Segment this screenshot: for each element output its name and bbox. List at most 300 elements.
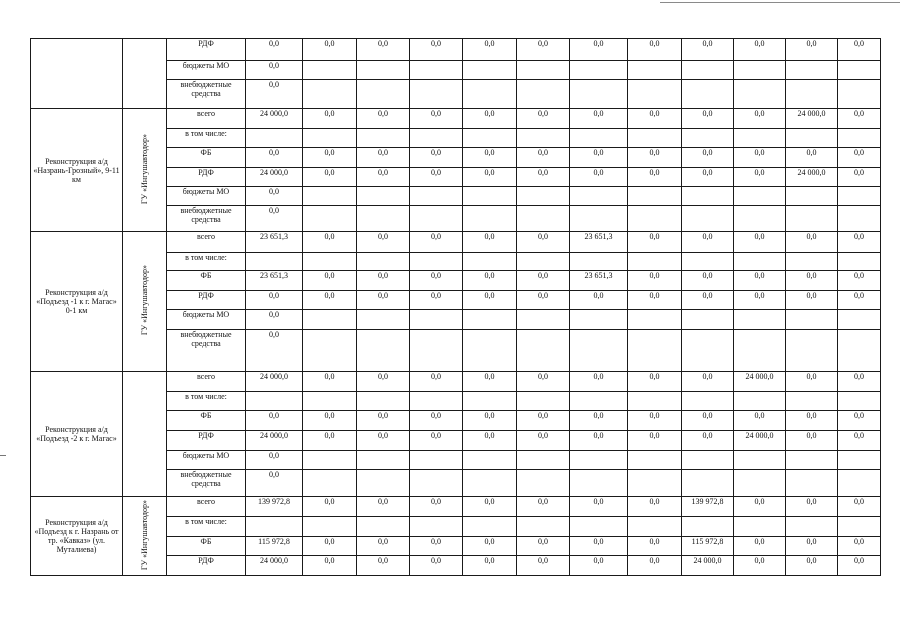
value-cell: 0,0 [734,537,786,556]
value-cell [357,206,410,232]
value-cell [246,517,303,537]
value-cell: 0,0 [246,187,303,206]
value-cell [786,517,838,537]
value-cell [463,392,517,411]
value-cell: 0,0 [570,411,628,431]
value-cell: 0,0 [357,271,410,291]
value-cell [463,206,517,232]
value-cell [410,330,463,372]
value-cell: 0,0 [838,372,881,392]
value-cell [734,80,786,109]
value-cell: 0,0 [463,497,517,517]
value-cell [357,310,410,330]
value-cell: 0,0 [357,148,410,168]
value-cell: 0,0 [463,537,517,556]
value-cell: 0,0 [410,168,463,187]
funding-source-cell: в том числе: [167,517,246,537]
value-cell: 0,0 [410,232,463,253]
value-cell [570,470,628,497]
value-cell: 0,0 [628,411,682,431]
value-cell [463,470,517,497]
value-cell: 0,0 [628,291,682,310]
value-cell: 0,0 [410,271,463,291]
value-cell [357,392,410,411]
funding-source-cell: всего [167,372,246,392]
value-cell [463,330,517,372]
value-cell: 0,0 [786,411,838,431]
value-cell: 0,0 [410,291,463,310]
value-cell [786,187,838,206]
funding-source-cell: РДФ [167,291,246,310]
value-cell: 115 972,8 [246,537,303,556]
value-cell [570,187,628,206]
value-cell [517,392,570,411]
value-cell: 0,0 [463,411,517,431]
value-cell: 0,0 [410,148,463,168]
object-name-cell [31,39,123,109]
value-cell [410,80,463,109]
value-cell [517,61,570,80]
value-cell: 0,0 [463,109,517,129]
value-cell [682,129,734,148]
value-cell: 0,0 [246,148,303,168]
value-cell: 0,0 [682,39,734,61]
value-cell [410,206,463,232]
value-cell [517,253,570,271]
value-cell [734,187,786,206]
funding-source-cell: внебюджетные средства [167,206,246,232]
value-cell [682,253,734,271]
value-cell [838,61,881,80]
value-cell: 0,0 [517,537,570,556]
value-cell: 0,0 [303,411,357,431]
budget-table [30,38,881,576]
value-cell: 0,0 [463,271,517,291]
value-cell: 0,0 [682,372,734,392]
value-cell [838,187,881,206]
value-cell [303,392,357,411]
value-cell [838,392,881,411]
value-cell: 0,0 [628,148,682,168]
value-cell [734,206,786,232]
value-cell: 0,0 [303,431,357,451]
executor-cell [123,109,167,232]
value-cell: 0,0 [838,411,881,431]
funding-source-cell: РДФ [167,556,246,576]
value-cell: 0,0 [410,537,463,556]
value-cell: 0,0 [463,372,517,392]
table-row [31,39,881,61]
value-cell: 0,0 [303,39,357,61]
executor-cell [123,372,167,497]
funding-source-cell: внебюджетные средства [167,330,246,372]
value-cell [570,330,628,372]
value-cell [682,392,734,411]
value-cell: 0,0 [734,411,786,431]
value-cell: 0,0 [682,291,734,310]
funding-source-cell: ФБ [167,148,246,168]
value-cell: 0,0 [246,330,303,372]
value-cell: 0,0 [357,109,410,129]
object-name-cell: Реконструкция а/д «Подъезд -2 к г. Магас» [31,372,123,497]
value-cell [410,187,463,206]
value-cell: 0,0 [628,372,682,392]
value-cell [303,80,357,109]
value-cell: 0,0 [246,470,303,497]
value-cell [517,129,570,148]
value-cell: 0,0 [303,232,357,253]
object-name-cell: Реконструкция а/д «Подъезд -1 к г. Магас» 0-1 км [31,232,123,372]
funding-source-cell: в том числе: [167,392,246,411]
value-cell [734,392,786,411]
value-cell: 0,0 [517,148,570,168]
value-cell [734,330,786,372]
value-cell [570,392,628,411]
value-cell: 0,0 [734,497,786,517]
value-cell: 0,0 [786,372,838,392]
value-cell [628,470,682,497]
value-cell [682,517,734,537]
executor-label: ГУ «Ингушавтодор» [140,265,149,336]
value-cell [357,129,410,148]
value-cell: 0,0 [303,109,357,129]
top-right-rule [660,2,900,3]
value-cell: 23 651,3 [246,232,303,253]
value-cell [303,517,357,537]
value-cell: 0,0 [838,291,881,310]
funding-source-cell: всего [167,232,246,253]
value-cell: 24 000,0 [246,556,303,576]
value-cell: 0,0 [410,556,463,576]
value-cell: 0,0 [786,537,838,556]
value-cell [682,187,734,206]
value-cell [682,206,734,232]
value-cell [357,330,410,372]
value-cell [838,517,881,537]
value-cell: 0,0 [357,497,410,517]
value-cell [303,187,357,206]
value-cell [303,470,357,497]
value-cell [628,187,682,206]
value-cell: 0,0 [410,109,463,129]
value-cell: 0,0 [628,109,682,129]
value-cell: 0,0 [303,291,357,310]
funding-source-cell: РДФ [167,431,246,451]
value-cell: 0,0 [570,291,628,310]
value-cell: 23 651,3 [570,232,628,253]
value-cell: 0,0 [786,431,838,451]
value-cell: 0,0 [463,148,517,168]
value-cell: 24 000,0 [246,372,303,392]
value-cell [570,80,628,109]
executor-cell [123,232,167,372]
value-cell: 0,0 [570,109,628,129]
value-cell: 0,0 [517,168,570,187]
value-cell [734,129,786,148]
value-cell: 0,0 [357,372,410,392]
value-cell: 0,0 [517,39,570,61]
value-cell: 0,0 [838,537,881,556]
value-cell: 0,0 [246,451,303,470]
value-cell [786,451,838,470]
funding-source-cell: ФБ [167,271,246,291]
value-cell [734,470,786,497]
value-cell [786,392,838,411]
value-cell: 0,0 [734,556,786,576]
value-cell: 24 000,0 [734,431,786,451]
value-cell [303,310,357,330]
value-cell: 0,0 [734,232,786,253]
funding-source-cell: бюджеты МО [167,61,246,80]
value-cell [570,451,628,470]
value-cell [682,451,734,470]
value-cell [463,451,517,470]
value-cell [786,80,838,109]
value-cell [517,330,570,372]
value-cell [517,517,570,537]
value-cell [517,206,570,232]
value-cell [734,253,786,271]
funding-source-cell: в том числе: [167,129,246,148]
value-cell: 0,0 [357,168,410,187]
value-cell [786,206,838,232]
value-cell [786,253,838,271]
value-cell: 0,0 [570,556,628,576]
value-cell [357,61,410,80]
table-row [31,372,881,392]
value-cell [682,80,734,109]
value-cell [570,129,628,148]
value-cell [786,61,838,80]
value-cell: 0,0 [786,497,838,517]
value-cell [628,206,682,232]
value-cell: 0,0 [734,168,786,187]
value-cell: 0,0 [570,537,628,556]
value-cell: 0,0 [786,271,838,291]
value-cell: 0,0 [786,291,838,310]
value-cell: 24 000,0 [786,168,838,187]
value-cell: 0,0 [246,206,303,232]
value-cell [838,330,881,372]
value-cell: 0,0 [570,168,628,187]
value-cell: 0,0 [628,232,682,253]
value-cell: 0,0 [357,431,410,451]
executor-cell [123,39,167,109]
funding-source-cell: бюджеты МО [167,310,246,330]
value-cell [786,129,838,148]
value-cell [628,310,682,330]
value-cell: 0,0 [303,556,357,576]
value-cell: 0,0 [303,271,357,291]
value-cell: 0,0 [628,497,682,517]
value-cell: 0,0 [303,168,357,187]
value-cell: 0,0 [246,291,303,310]
value-cell: 0,0 [410,39,463,61]
value-cell: 0,0 [303,497,357,517]
executor-label: ГУ «Ингушавтодор» [140,133,149,205]
funding-source-cell: РДФ [167,168,246,187]
value-cell: 0,0 [838,109,881,129]
value-cell: 0,0 [838,271,881,291]
value-cell [838,451,881,470]
value-cell [410,61,463,80]
value-cell: 0,0 [246,310,303,330]
value-cell: 0,0 [517,411,570,431]
value-cell [786,330,838,372]
value-cell [303,129,357,148]
value-cell [628,330,682,372]
value-cell: 0,0 [517,271,570,291]
value-cell [838,206,881,232]
value-cell [463,129,517,148]
value-cell: 0,0 [786,39,838,61]
value-cell: 0,0 [517,497,570,517]
funding-source-cell: всего [167,497,246,517]
value-cell: 24 000,0 [734,372,786,392]
value-cell: 24 000,0 [246,109,303,129]
value-cell: 0,0 [838,556,881,576]
value-cell [628,61,682,80]
funding-source-cell: ФБ [167,411,246,431]
value-cell [570,517,628,537]
value-cell [463,61,517,80]
value-cell: 0,0 [410,411,463,431]
value-cell: 0,0 [463,556,517,576]
value-cell: 0,0 [734,109,786,129]
value-cell: 0,0 [838,497,881,517]
value-cell [786,310,838,330]
value-cell: 0,0 [357,411,410,431]
value-cell: 0,0 [682,271,734,291]
object-name-cell: Реконструкция а/д «Назрань-Грозный», 9-11 км [31,109,123,232]
value-cell: 0,0 [628,168,682,187]
value-cell [628,392,682,411]
value-cell [628,129,682,148]
value-cell: 0,0 [517,556,570,576]
value-cell: 0,0 [357,39,410,61]
value-cell [570,310,628,330]
value-cell [410,253,463,271]
value-cell [734,451,786,470]
value-cell: 0,0 [838,232,881,253]
funding-source-cell: в том числе: [167,253,246,271]
value-cell [410,129,463,148]
value-cell: 0,0 [246,411,303,431]
value-cell [838,129,881,148]
value-cell: 0,0 [570,431,628,451]
value-cell [517,80,570,109]
value-cell: 0,0 [734,39,786,61]
value-cell: 0,0 [570,39,628,61]
value-cell: 0,0 [838,148,881,168]
funding-source-cell: внебюджетные средства [167,470,246,497]
value-cell [463,310,517,330]
value-cell: 0,0 [246,61,303,80]
value-cell: 23 651,3 [570,271,628,291]
object-name-cell: Реконструкция а/д «Подъезд к г. Назрань от тр. «Кавказ» (ул. Муталиева) [31,497,123,576]
value-cell [303,253,357,271]
value-cell: 0,0 [838,168,881,187]
funding-source-cell: бюджеты МО [167,187,246,206]
funding-source-cell: ФБ [167,537,246,556]
value-cell [357,451,410,470]
value-cell [246,129,303,148]
value-cell [410,517,463,537]
value-cell: 0,0 [838,431,881,451]
value-cell: 0,0 [410,497,463,517]
value-cell [303,206,357,232]
value-cell: 0,0 [517,232,570,253]
value-cell: 0,0 [628,556,682,576]
value-cell [682,310,734,330]
table-row [31,497,881,517]
value-cell: 0,0 [517,109,570,129]
value-cell: 0,0 [357,291,410,310]
value-cell [570,61,628,80]
value-cell [357,470,410,497]
value-cell: 0,0 [838,39,881,61]
value-cell [517,470,570,497]
budget-table-body [31,39,881,576]
value-cell: 0,0 [463,232,517,253]
value-cell: 0,0 [463,39,517,61]
value-cell [517,187,570,206]
value-cell [303,451,357,470]
value-cell: 0,0 [463,168,517,187]
value-cell: 0,0 [410,372,463,392]
value-cell: 139 972,8 [682,497,734,517]
table-row [31,232,881,253]
value-cell: 0,0 [786,232,838,253]
value-cell: 0,0 [570,372,628,392]
value-cell: 0,0 [682,431,734,451]
value-cell: 115 972,8 [682,537,734,556]
value-cell: 0,0 [682,148,734,168]
value-cell [303,61,357,80]
value-cell [357,187,410,206]
value-cell [628,253,682,271]
value-cell [628,517,682,537]
value-cell [628,80,682,109]
value-cell: 0,0 [246,39,303,61]
value-cell [357,80,410,109]
value-cell [410,451,463,470]
value-cell [786,470,838,497]
value-cell [734,517,786,537]
value-cell: 0,0 [628,431,682,451]
value-cell [357,517,410,537]
value-cell: 139 972,8 [246,497,303,517]
value-cell: 0,0 [357,537,410,556]
value-cell [410,310,463,330]
executor-cell [123,497,167,576]
value-cell: 0,0 [410,431,463,451]
value-cell: 0,0 [303,537,357,556]
value-cell: 24 000,0 [682,556,734,576]
funding-source-cell: РДФ [167,39,246,61]
value-cell [303,330,357,372]
funding-source-cell: всего [167,109,246,129]
value-cell [463,253,517,271]
value-cell: 0,0 [463,431,517,451]
value-cell: 0,0 [734,291,786,310]
value-cell: 0,0 [628,271,682,291]
funding-source-cell: бюджеты МО [167,451,246,470]
value-cell [517,310,570,330]
value-cell [410,470,463,497]
value-cell [246,253,303,271]
value-cell: 0,0 [246,80,303,109]
